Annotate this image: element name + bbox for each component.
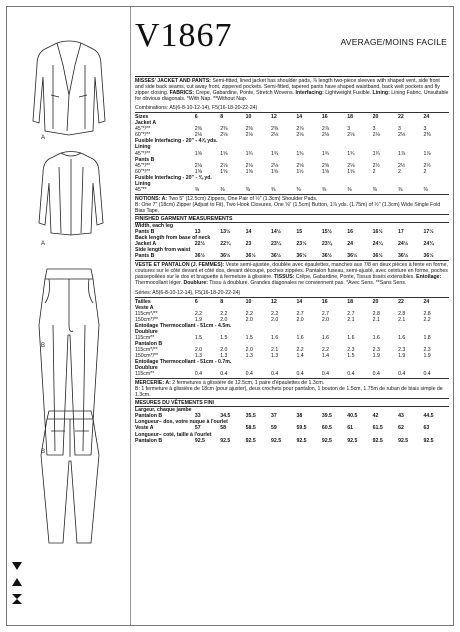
table-cell: 92.5 xyxy=(296,437,307,444)
row-label: Back length from base of neck xyxy=(135,235,211,242)
table-cell: 36½ xyxy=(194,253,205,260)
jacket-front-illustration xyxy=(23,35,115,147)
illustration-column xyxy=(7,7,131,625)
table-cell: 1¾ xyxy=(271,150,279,157)
size-header-cell: 18 xyxy=(347,114,354,121)
table-cell: 3 xyxy=(398,126,401,133)
table-cell: 92.5 xyxy=(271,437,282,444)
table-row xyxy=(135,253,449,259)
table-cell: 1.6 xyxy=(321,334,330,341)
table-cell: 2.1 xyxy=(398,316,406,323)
row-label: Pants B xyxy=(135,253,155,260)
table-cell: 2⅛ xyxy=(271,162,279,169)
row-label: 150cm*/** xyxy=(135,352,159,359)
row-label: Jacket A xyxy=(135,241,157,248)
row-label: Pantalon B xyxy=(135,340,163,347)
table-row xyxy=(135,371,449,377)
entoilage-fr-label: Entoilage: xyxy=(416,274,442,281)
table-cell: 1.6 xyxy=(398,334,406,341)
size-header-cell: 6 xyxy=(194,114,198,121)
table-cell: 1¾ xyxy=(372,150,380,157)
table-cell: 1.9 xyxy=(398,352,406,359)
table-cell: 2.1 xyxy=(347,316,355,323)
table-cell: 2.3 xyxy=(347,346,355,353)
tissus-fr: Crêpe, Gabardine, Ponte, Tissus tissés extensibles. xyxy=(294,274,415,281)
table-cell: 36½ xyxy=(372,253,383,260)
table-cell: 17 xyxy=(398,229,404,236)
table-cell: 2.0 xyxy=(271,316,279,323)
table-cell: 1.8 xyxy=(423,334,431,341)
table-cell: 2⅛ xyxy=(271,132,279,139)
table-cell: 2⅜ xyxy=(271,126,279,133)
table-cell: 63 xyxy=(423,425,430,432)
table-cell: ⅜ xyxy=(372,186,377,193)
table-cell: 2⅛ xyxy=(321,132,330,139)
table-cell: 2½ xyxy=(423,162,431,169)
table-cell: 1⅝ xyxy=(271,168,279,175)
description-en-title: MISSES' JACKET AND PANTS: xyxy=(135,78,211,84)
table-cell: 23 xyxy=(245,241,252,248)
table-cell: 2⅛ xyxy=(194,162,203,169)
table-cell: 92.5 xyxy=(194,437,205,444)
table-cell: 1⅝ xyxy=(220,150,228,157)
table-cell: 92.5 xyxy=(372,437,383,444)
row-label: Lining xyxy=(135,144,151,151)
row-label: Side length from waist xyxy=(135,247,191,254)
table-cell: ⅜ xyxy=(423,186,428,193)
row-label: Pantalon B xyxy=(135,413,163,420)
table-cell: 2.2 xyxy=(245,310,253,317)
table-cell: 1.6 xyxy=(347,334,355,341)
table-cell: 1½ xyxy=(296,168,304,175)
pants-front-label: B xyxy=(41,343,46,349)
row-label: Fusible Interfacing - 20" - ⅜ yd. xyxy=(135,174,212,181)
notions-en-label: NOTIONS: A: xyxy=(135,195,168,202)
table-cell: 40.5 xyxy=(347,413,358,420)
table-cell: 1.3 xyxy=(245,352,253,359)
table-cell: 1.3 xyxy=(220,352,228,359)
table-cell: 2⅜ xyxy=(194,126,203,133)
table-cell: 2⅛ xyxy=(296,132,304,139)
table-cell: 2⅛ xyxy=(194,132,203,139)
table-cell: 1¾ xyxy=(347,150,355,157)
row-label: 45"*/** xyxy=(135,126,151,133)
table-cell: 1⅝ xyxy=(347,168,355,175)
finished-measurements-en-title: FINISHED GARMENT MEASUREMENTS xyxy=(135,214,449,223)
table-cell: 22½ xyxy=(194,241,205,248)
table-cell: 2⅜ xyxy=(220,126,228,133)
row-label: 45"** xyxy=(135,186,147,193)
table-cell: 2½ xyxy=(372,162,380,169)
table-cell: 57 xyxy=(194,425,201,432)
pants-back-illustration xyxy=(31,407,109,547)
notions-fr xyxy=(135,380,449,398)
row-label: 115cm** xyxy=(135,334,155,341)
table-cell: 1.5 xyxy=(220,334,228,341)
row-label: 115cm*/** xyxy=(135,310,158,317)
table-cell: 2 xyxy=(423,168,427,175)
pattern-number: V1867 xyxy=(135,17,233,54)
table-cell: 1⅝ xyxy=(245,168,253,175)
row-label: Doublure xyxy=(135,365,158,372)
table-cell: 0.4 xyxy=(423,371,431,378)
table-cell: 3 xyxy=(347,126,351,133)
row-label: 150cm*/** xyxy=(135,316,159,323)
fabrics-en: Crepe, Gabardine, Ponte, Stretch Wovens. xyxy=(194,90,295,97)
table-cell: ⅜ xyxy=(347,186,352,193)
row-label: 115cm** xyxy=(135,371,155,378)
table-cell: 36½ xyxy=(321,253,332,260)
doublure-fr: Tissu à doublure. Grandes diagonales ne conviennent pas. *Avec Sens. **Sans Sens. xyxy=(207,280,407,287)
entoilage-fr: Thermocollant léger. xyxy=(135,280,182,287)
combinations-fr: Séries: A5(6-8-10-12-14), F5(16-18-20-22-24) xyxy=(135,289,241,296)
table-cell: 2 xyxy=(398,168,401,175)
table-row xyxy=(135,187,449,193)
table-cell: 2½ xyxy=(398,162,406,169)
row-label: Longueur– dos, votre nuque à l'ourlet xyxy=(135,419,228,426)
table-cell: 23½ xyxy=(296,241,307,248)
table-cell: ⅜ xyxy=(220,186,225,193)
description-en xyxy=(135,78,449,102)
table-cell: 1.4 xyxy=(321,352,330,359)
table-cell: 61.5 xyxy=(372,425,383,432)
table-cell: 23¾ xyxy=(321,241,332,248)
table-cell: ⅜ xyxy=(398,186,403,193)
table-cell: 22¾ xyxy=(220,241,231,248)
description-en-text: Semi-fitted, lined jacket has shoulder pads, ⅞ length two-piece sleeves with shaped vent, side front and side back seams, cut away front, zippered pockets. Semi-fitted, tapered pants have shaped waistband, back welt pockets and fly zipper closing. xyxy=(135,78,440,97)
table-cell: 36½ xyxy=(220,253,231,260)
row-label: Pants B xyxy=(135,229,155,236)
interfacing-en-label: Interfacing: xyxy=(295,90,324,97)
row-label: Longueur– coté, taille à l'ourlet xyxy=(135,431,212,438)
table-cell: 16½ xyxy=(372,229,383,236)
table-cell: 42 xyxy=(372,413,379,420)
table-cell: 2.2 xyxy=(296,346,304,353)
table-cell: 2 xyxy=(372,168,376,175)
table-cell: 2⅛ xyxy=(220,162,228,169)
table-cell: 2.0 xyxy=(321,316,330,323)
pants-back-label: B xyxy=(41,449,46,455)
interfacing-en: Lightweight Fusible. xyxy=(323,90,372,97)
table-cell: 2.0 xyxy=(220,316,228,323)
table-cell: 1.3 xyxy=(194,352,203,359)
table-cell: 2⅛ xyxy=(347,162,355,169)
table-cell: 24 xyxy=(347,241,354,248)
jacket-front-label: A xyxy=(41,135,46,141)
table-cell: 2.0 xyxy=(296,316,304,323)
fabrics-en-label: FABRICS: xyxy=(169,90,195,97)
row-label: Lining xyxy=(135,180,151,187)
table-cell: 1⅝ xyxy=(194,150,203,157)
table-cell: 1.9 xyxy=(423,352,431,359)
row-label: Entoilage Thermocollant - 51cm - 4.5m. xyxy=(135,322,232,329)
table-cell: 43 xyxy=(398,413,404,420)
notions-fr-label: MERCERIE: A: xyxy=(135,380,171,387)
table-cell: 1⅞ xyxy=(398,150,406,157)
table-cell: 1.5 xyxy=(194,334,203,341)
table-cell: 36½ xyxy=(296,253,307,260)
table-cell: 13 xyxy=(194,229,201,236)
table-cell: 1¾ xyxy=(321,150,330,157)
size-header-label: Sizes xyxy=(135,114,149,121)
row-label: Veste A xyxy=(135,304,154,311)
table-cell: 0.4 xyxy=(347,371,355,378)
row-label: Pants B xyxy=(135,156,155,163)
table-cell: 15 xyxy=(296,229,303,236)
row-label: Pantalon B xyxy=(135,437,163,444)
size-header-cell: 12 xyxy=(271,298,277,305)
notions-en-a: Two 5" (12.5cm) Zippers, One Pair of ½" (1.3cm) Shoulder Pads. xyxy=(167,195,318,202)
table-cell: 58 xyxy=(220,425,226,432)
size-header-cell: 24 xyxy=(423,298,430,305)
table-cell: 92.5 xyxy=(220,437,231,444)
size-header-cell: 8 xyxy=(220,114,224,121)
description-fr xyxy=(135,262,449,286)
table-cell: 2⅞ xyxy=(296,126,304,133)
table-cell: ⅜ xyxy=(194,186,200,193)
table-cell: 2⅛ xyxy=(245,162,253,169)
notions-en xyxy=(135,196,449,214)
size-header-cell: 6 xyxy=(194,298,198,305)
table-cell: 15½ xyxy=(321,229,332,236)
table-cell: 2.2 xyxy=(423,316,431,323)
table-cell: 0.4 xyxy=(296,371,304,378)
notions-fr-a: 2 fermetures à glissière de 12.5cm, 1 paire d'épaulettes de 1.3cm. xyxy=(170,380,325,387)
finished-table-en xyxy=(135,223,449,259)
jacket-back-label: A xyxy=(41,241,46,247)
row-label: 115cm*/** xyxy=(135,346,158,353)
table-cell: 24½ xyxy=(398,241,409,248)
table-cell: 2⅛ xyxy=(245,132,253,139)
size-header-cell: 14 xyxy=(296,298,303,305)
table-cell: 2.2 xyxy=(271,310,279,317)
table-cell: 3 xyxy=(372,126,376,133)
table-cell: 0.4 xyxy=(271,371,279,378)
table-cell: 0.4 xyxy=(194,371,203,378)
table-cell: 36½ xyxy=(347,253,358,260)
table-cell: 33 xyxy=(194,413,201,420)
table-cell: 34.5 xyxy=(220,413,231,420)
table-cell: 60.5 xyxy=(321,425,332,432)
pattern-envelope-back xyxy=(6,6,454,626)
row-label: Entoilage Thermocollant - 51cm - 0.7m. xyxy=(135,359,232,366)
size-header-cell: 10 xyxy=(245,298,252,305)
table-cell: 92.5 xyxy=(321,437,332,444)
yardage-table-fr xyxy=(135,299,449,378)
finished-measurements-fr-title: MESURES DU VÊTEMENTS FINI xyxy=(135,398,449,407)
size-header-cell: 16 xyxy=(321,298,328,305)
envelope-header xyxy=(135,13,449,77)
table-cell: 1.6 xyxy=(296,334,304,341)
table-cell: 38 xyxy=(296,413,303,420)
table-cell: 16 xyxy=(347,229,354,236)
size-header-cell: 8 xyxy=(220,298,224,305)
table-cell: 1¾ xyxy=(245,150,253,157)
row-label: Doublure xyxy=(135,328,158,335)
size-header-cell: 18 xyxy=(347,298,354,305)
table-cell: 92.5 xyxy=(398,437,409,444)
table-cell: 2⅜ xyxy=(245,126,253,133)
without-nap-symbol-icon xyxy=(11,577,23,587)
table-cell: 0.4 xyxy=(321,371,330,378)
table-cell: ⅜ xyxy=(296,186,301,193)
doublure-fr-label: Doublure: xyxy=(183,280,208,287)
description-fr-text: Veste semi-ajustée, doublée avec épaulettes, manches aux 7/8 en deux pièces à fente en forme, coutures sur le côté devant et côté dos, devant découpé, poches zippées. Pantalon fuseau, semi-ajusté, avec ceinture en forme, poches passepoilées sur le dos et braguette à fermeture à glissière. xyxy=(135,262,448,281)
table-cell: 92.5 xyxy=(347,437,358,444)
table-cell: 0.4 xyxy=(398,371,406,378)
size-header-cell: 20 xyxy=(372,114,379,121)
table-cell: 2⅞ xyxy=(321,126,330,133)
table-cell: 1⅞ xyxy=(423,150,431,157)
table-cell: 1.5 xyxy=(245,334,253,341)
table-cell: 36½ xyxy=(245,253,256,260)
table-cell: 2.0 xyxy=(220,346,228,353)
table-cell: 1.4 xyxy=(296,352,304,359)
size-header-label: Tailles xyxy=(135,298,151,305)
table-cell: 1.3 xyxy=(271,352,279,359)
table-cell: 1.6 xyxy=(271,334,279,341)
table-cell: 0.4 xyxy=(372,371,380,378)
table-cell: 39.5 xyxy=(321,413,332,420)
table-cell: 2.2 xyxy=(321,346,330,353)
table-cell: 1¾ xyxy=(296,150,304,157)
description-fr-title: VESTE ET PANTALON (J. FEMMES): xyxy=(135,262,225,269)
row-label: Width, each leg xyxy=(135,223,173,230)
table-cell: 2.8 xyxy=(398,310,406,317)
size-header-cell: 10 xyxy=(245,114,252,121)
table-cell: 0.4 xyxy=(220,371,228,378)
table-cell: 1.9 xyxy=(194,316,203,323)
table-cell: 2.2 xyxy=(194,310,203,317)
table-cell: 2.0 xyxy=(245,316,253,323)
row-label: 60"*/** xyxy=(135,132,151,139)
finished-table-fr xyxy=(135,407,449,443)
text-column xyxy=(135,13,449,444)
table-cell: 1.9 xyxy=(372,352,380,359)
table-cell: 2.8 xyxy=(372,310,380,317)
table-cell: 2.8 xyxy=(423,310,431,317)
table-cell: 35.5 xyxy=(245,413,256,420)
table-cell: 2.1 xyxy=(271,346,279,353)
combinations-en: Combinations: A5(6-8-10-12-14), F5(16-18-20-22-24) xyxy=(135,105,258,112)
table-cell: 24¼ xyxy=(372,241,383,248)
hourglass-symbol-icon xyxy=(11,593,23,605)
size-header-cell: 20 xyxy=(372,298,379,305)
table-cell: 14 xyxy=(245,229,252,236)
notions-en-b: B: One 7" (18cm) Zipper (Adjust to Fit), Two Hook Closures, One ⅝" (1.5cm) Button, 1⅞ yds. (1.75m) of ½" (1.3cm) Wide Single Fold Bias Tape. xyxy=(135,201,441,214)
table-cell: ⅜ xyxy=(245,186,250,193)
row-label: Fusible Interfacing - 20" - 4⅞ yds. xyxy=(135,138,218,145)
yardage-table-en xyxy=(135,114,449,193)
table-cell: 2⅛ xyxy=(220,132,228,139)
table-cell: 2⅛ xyxy=(347,132,355,139)
table-cell: 36½ xyxy=(398,253,409,260)
table-cell: 2.7 xyxy=(347,310,355,317)
table-cell: 2.0 xyxy=(245,346,253,353)
table-cell: 1⅝ xyxy=(321,168,330,175)
table-cell: 58.5 xyxy=(245,425,256,432)
table-cell: 62 xyxy=(398,425,404,432)
jacket-back-illustration xyxy=(33,147,109,245)
lining-en-label: Lining: xyxy=(372,90,390,97)
table-cell: 59 xyxy=(271,425,277,432)
table-cell: 2.0 xyxy=(194,346,203,353)
table-cell: 23¼ xyxy=(271,241,282,248)
table-cell: 36½ xyxy=(423,253,434,260)
table-cell: 92.5 xyxy=(423,437,434,444)
envelope-body xyxy=(135,78,449,444)
table-cell: 1.5 xyxy=(347,352,355,359)
table-cell: 36½ xyxy=(271,253,282,260)
table-cell: 3 xyxy=(423,126,427,133)
table-cell: 1⅝ xyxy=(194,168,203,175)
row-label: Jacket A xyxy=(135,120,157,127)
table-cell: 1.6 xyxy=(372,334,380,341)
table-cell: 2⅝ xyxy=(321,162,330,169)
table-cell: 1⅝ xyxy=(220,168,228,175)
row-label: 45"*/** xyxy=(135,162,151,169)
table-cell: 2.3 xyxy=(372,346,380,353)
fabric-symbols xyxy=(11,561,25,611)
table-cell: 2.7 xyxy=(296,310,304,317)
tissus-fr-label: TISSUS: xyxy=(274,274,295,281)
size-header-cell: 22 xyxy=(398,298,404,305)
table-cell: 13½ xyxy=(220,229,231,236)
size-header-cell: 12 xyxy=(271,114,277,121)
row-label: 45"*/** xyxy=(135,150,151,157)
table-cell: 92.5 xyxy=(245,437,256,444)
table-cell: 24¾ xyxy=(423,241,434,248)
size-header-cell: 24 xyxy=(423,114,430,121)
table-cell: 2.3 xyxy=(398,346,406,353)
table-cell: ⅜ xyxy=(321,186,327,193)
table-cell: 59.5 xyxy=(296,425,307,432)
size-header-cell: 22 xyxy=(398,114,404,121)
table-cell: 2.2 xyxy=(220,310,228,317)
table-cell: 2⅜ xyxy=(423,132,431,139)
difficulty-label: AVERAGE/MOINS FACILE xyxy=(340,37,447,47)
table-cell: 44.5 xyxy=(423,413,434,420)
row-label: Veste A xyxy=(135,425,154,432)
table-cell: 2.7 xyxy=(321,310,330,317)
lining-en: Lining Fabric. Unsuitable for obvious diagonals. *With Nap. **Without Nap. xyxy=(135,90,449,103)
row-label: 60"*/** xyxy=(135,168,151,175)
table-cell: 2⅛ xyxy=(372,132,380,139)
table-cell: 2.3 xyxy=(423,346,431,353)
table-cell: 2⅝ xyxy=(296,162,304,169)
with-nap-symbol-icon xyxy=(11,561,23,571)
size-header-cell: 16 xyxy=(321,114,328,121)
table-cell: ⅜ xyxy=(271,186,276,193)
notions-fr-b: B: 1 fermeture à glissière de 18cm (pour ajuster), deux crochets pour pantalon, 1 bouton de 1.5cm, 1.75m de ruban de biais simple de 1.3cm. xyxy=(135,386,443,399)
table-cell: 2⅛ xyxy=(398,132,406,139)
table-cell: 0.4 xyxy=(245,371,253,378)
table-cell: 37 xyxy=(271,413,277,420)
table-row xyxy=(135,438,449,444)
row-label: Largeur, chaque jambe xyxy=(135,407,192,414)
table-cell: 17½ xyxy=(423,229,434,236)
table-cell: 14½ xyxy=(271,229,282,236)
size-header-cell: 14 xyxy=(296,114,303,121)
table-cell: 2.1 xyxy=(372,316,380,323)
table-cell: 61 xyxy=(347,425,354,432)
